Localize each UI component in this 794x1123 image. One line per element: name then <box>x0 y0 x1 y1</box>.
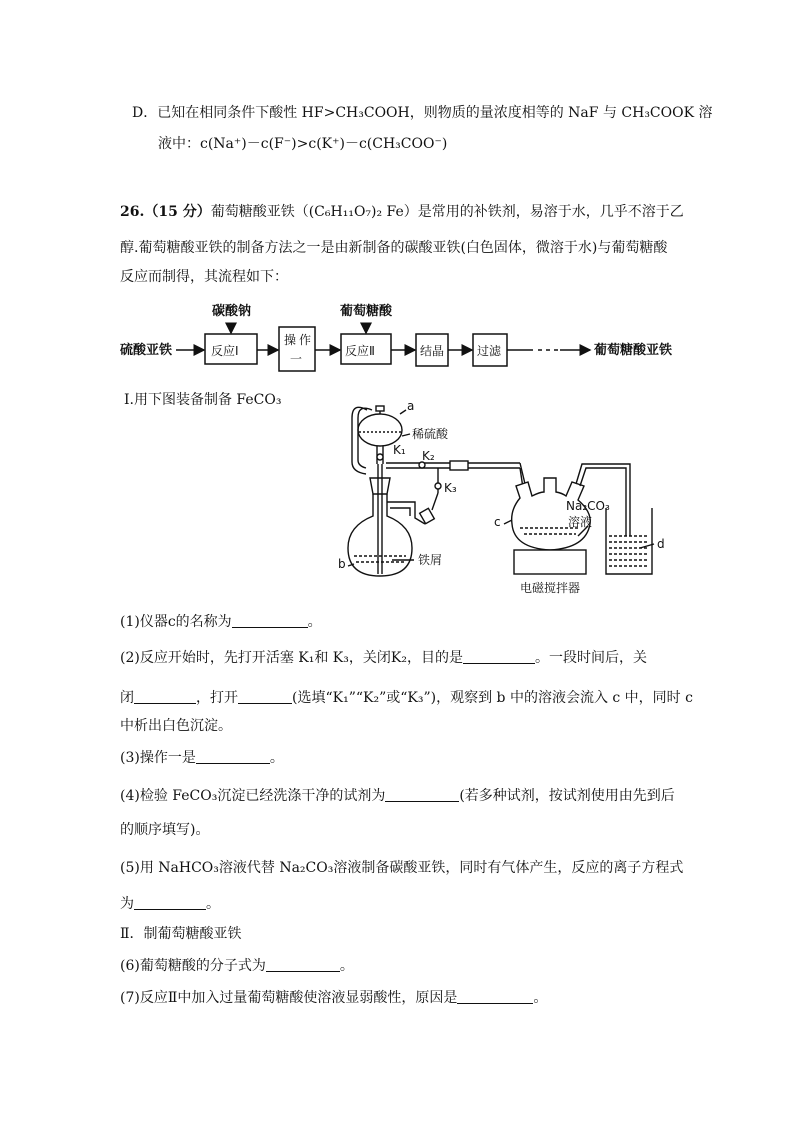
question-5-line1: (5)用 NaHCO₃溶液代替 Na₂CO₃溶液制备碳酸亚铁，同时有气体产生，反应的离子方程式 <box>120 860 684 876</box>
flow-reagent2: 葡萄糖酸 <box>340 304 393 319</box>
q2-text-d: ，打开 <box>196 690 238 706</box>
question-2-line3: 中析出白色沉淀。 <box>120 718 232 734</box>
part2-title: Ⅱ．制葡萄糖酸亚铁 <box>120 926 242 942</box>
label-dilute-sulfuric-acid: 稀硫酸 <box>412 427 449 441</box>
q26-intro-line2: 醇.葡萄糖酸亚铁的制备方法之一是由新制备的碳酸亚铁(白色固体，微溶于水)与葡萄糖酸 <box>120 240 668 256</box>
q1-end: 。 <box>307 614 322 630</box>
q26-intro-line1 <box>120 202 684 222</box>
label-b: b <box>338 557 346 571</box>
q2-blank-purpose[interactable] <box>463 649 535 664</box>
flow-end: 葡萄糖酸亚铁 <box>594 343 673 358</box>
q7-blank[interactable] <box>457 989 533 1004</box>
flow-box3-label: 反应Ⅱ <box>345 344 375 358</box>
question-4-line2: 的顺序填写)。 <box>120 822 210 838</box>
question-2-line2 <box>120 688 693 708</box>
q2-blank-open[interactable] <box>238 689 292 704</box>
option-d-line1: D．已知在相同条件下酸性 HF>CH₃COOH，则物质的量浓度相等的 NaF 与 CH₃COOK 溶 <box>132 105 713 121</box>
q2-text-a: (2)反应开始时，先打开活塞 K₁和 K₃，关闭K₂，目的是 <box>120 650 463 666</box>
flow-start: 硫酸亚铁 <box>120 343 173 358</box>
q6-end: 。 <box>339 958 354 974</box>
question-4-line1 <box>120 786 675 806</box>
q2-text-c: 闭 <box>120 690 134 706</box>
label-k1: K₁ <box>393 443 406 457</box>
label-na2co3: Na₂CO₃ <box>566 499 610 513</box>
label-iron-filings: 铁屑 <box>418 553 443 567</box>
q26-number: 26.（15 分） <box>120 204 211 220</box>
label-a: a <box>407 399 415 413</box>
label-magnetic-stirrer: 电磁搅拌器 <box>520 581 581 595</box>
question-2-line1 <box>120 648 647 668</box>
q5-end: 。 <box>206 896 220 912</box>
label-solution: 溶液 <box>568 515 593 529</box>
part1-title: Ⅰ.用下图装备制备 FeCO₃ <box>124 392 282 408</box>
flow-box2-label-b: 作 <box>299 333 312 347</box>
q2-text-e: (选填“K₁”“K₂”或“K₃”)，观察到 b 中的溶液会流入 c 中，同时 c <box>292 690 693 706</box>
q26-intro1: 葡萄糖酸亚铁（(C₆H₁₁O₇)₂ Fe）是常用的补铁剂，易溶于水，几乎不溶于乙 <box>210 204 684 220</box>
q5-blank[interactable] <box>134 895 206 910</box>
q6-text: (6)葡萄糖酸的分子式为 <box>120 958 266 974</box>
q7-end: 。 <box>533 990 548 1006</box>
q4-text-a: (4)检验 FeCO₃沉淀已经洗涤干净的试剂为 <box>120 788 386 804</box>
label-c: c <box>494 515 501 529</box>
q1-text: (1)仪器c的名称为 <box>120 614 232 630</box>
stopcock-k3 <box>435 483 441 489</box>
label-k3: K₃ <box>444 481 457 495</box>
magnetic-stirrer <box>514 550 586 574</box>
q2-blank-close[interactable] <box>134 689 196 704</box>
question-6 <box>120 956 354 976</box>
question-3 <box>120 748 284 768</box>
question-1 <box>120 612 322 632</box>
flow-box2-label-a: 操 <box>284 333 297 347</box>
q3-text: (3)操作一是 <box>120 750 196 766</box>
q6-blank[interactable] <box>266 957 340 972</box>
q1-blank[interactable] <box>232 613 308 628</box>
apparatus-diagram <box>330 398 690 600</box>
q26-intro-line3: 反应而制得，其流程如下： <box>120 269 288 285</box>
option-d-line2: 液中：c(Na⁺)－c(F⁻)>c(K⁺)－c(CH₃COO⁻) <box>158 136 448 152</box>
separatory-funnel <box>358 414 402 446</box>
q5-text-b: 为 <box>120 896 134 912</box>
label-k2: K₂ <box>422 449 435 463</box>
q2-text-b: 。一段时间后，关 <box>534 650 647 666</box>
q7-text: (7)反应Ⅱ中加入过量葡萄糖酸使溶液显弱酸性，原因是 <box>120 990 458 1006</box>
question-5-line2 <box>120 894 220 914</box>
three-neck-flask <box>512 478 591 550</box>
q3-end: 。 <box>269 750 284 766</box>
beaker <box>606 508 652 574</box>
label-d: d <box>657 537 665 551</box>
flow-box5-label: 过滤 <box>477 344 502 358</box>
flow-box4-label: 结晶 <box>420 344 445 358</box>
flow-chart <box>118 295 688 375</box>
q3-blank[interactable] <box>196 749 270 764</box>
flow-reagent1: 碳酸钠 <box>212 304 252 319</box>
q4-blank[interactable] <box>385 787 459 802</box>
question-7 <box>120 988 547 1008</box>
flow-box1-label: 反应Ⅰ <box>211 344 239 358</box>
flow-box2-label-c: 一 <box>290 352 303 366</box>
stopcock-k1 <box>377 454 383 460</box>
q4-text-b: (若多种试剂，按试剂使用由先到后 <box>459 788 675 804</box>
